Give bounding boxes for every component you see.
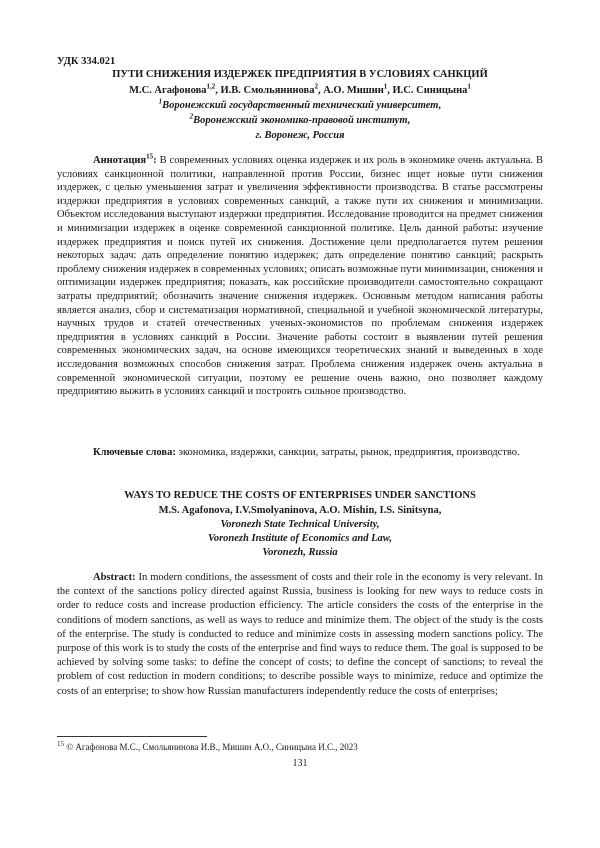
- title-ru: ПУТИ СНИЖЕНИЯ ИЗДЕРЖЕК ПРЕДПРИЯТИЯ В УСЛОВИЯХ САНКЦИЙ: [112, 69, 488, 80]
- abstract-ru: [57, 154, 543, 399]
- footnote-mark: 15: [146, 152, 154, 161]
- affiliation-mark: 1: [158, 97, 163, 106]
- author-affiliation-mark: 1: [383, 82, 388, 91]
- footnote-text: © Агафонова М.С., Смольянинова И.В., Мишин А.О., Синицына И.С., 2023: [64, 742, 358, 752]
- affiliation-ru: [57, 130, 543, 141]
- author-affiliation-mark: 1,2: [206, 82, 216, 91]
- abstract-label: Abstract:: [93, 572, 136, 583]
- affiliation-en: Voronezh Institute of Economics and Law,: [208, 533, 392, 544]
- affiliation-mark: 2: [189, 112, 194, 121]
- affiliation-text: Воронежский экономико-правовой институт,: [193, 115, 411, 126]
- keywords-text: экономика, издержки, санкции, затраты, рынок, предприятия, производство.: [175, 447, 520, 458]
- page-number: 131: [292, 758, 308, 769]
- footnote-mark: 15: [57, 740, 64, 748]
- udc-code: УДК 334.021: [57, 56, 116, 67]
- footnote: [57, 742, 358, 752]
- affiliation-ru: [57, 112, 543, 126]
- author-name: , И.В. Смольянинова: [215, 85, 315, 96]
- author-name: М.С. Агафонова: [129, 85, 207, 96]
- abstract-text: In modern conditions, the assessment of costs and their role in the economy is very relevant. In the context of the sanctions policy directed against Russia, business is looking for new ways to reduce costs in order to reduce costs and increase production efficiency. The article considers the costs of the enterprise in the conditions of modern sanctions, as well as ways to reduce and minimize them. The object of the study is the costs of the enterprise. The study is conducted to reduce and minimize costs in assessing modern sanctions policy. The purpose of this work is to study the costs of the enterprise and find ways to reduce them. The goal is supposed to be achieved by solving some tasks: to define the concept of costs; to define the concept of sanctions; to reveal the problem of cost reduction in modern conditions; to describe possible ways to minimize, reduce and optimize the costs of an enterprise; to show how Russian manufacturers independently reduce the costs of enterprises;: [57, 572, 543, 697]
- title-en: WAYS TO REDUCE THE COSTS OF ENTERPRISES UNDER SANCTIONS: [124, 490, 476, 501]
- affiliation-ru: [57, 97, 543, 111]
- affiliation-en: Voronezh State Technical University,: [220, 519, 380, 530]
- authors-en: M.S. Agafonova, I.V.Smolyaninova, A.O. Mishin, I.S. Sinitsyna,: [158, 505, 442, 516]
- affiliation-en: Voronezh, Russia: [262, 547, 338, 558]
- affiliation-text: г. Воронеж, Россия: [255, 130, 345, 141]
- footnote-divider: [57, 736, 207, 737]
- author-name: , И.С. Синицына: [387, 85, 468, 96]
- abstract-en: [57, 571, 543, 699]
- author-affiliation-mark: 2: [314, 82, 318, 91]
- authors-ru: [57, 82, 543, 96]
- abstract-text: В современных условиях оценка издержек и их роль в экономике очень актуальна. В условиях санкционной политики, направленной против России, бизнес ищет новые пути снижения издержек, с целью уменьшения затрат и увеличения эффективности производства. В статье рассмотрены издержки предприятия в условиях современных санкций, а также пути их снижения и минимизации. Объектом исследования выступают издержки предприятия. Исследование проводится на предмет снижения и минимизации издержек в оценке современной санкционной политике. Цель данной работы: изучение издержек предприятия и поиск путей их снижения. Достижение цели предполагается путем решения некоторых задач: дать определение понятию издержек; дать определение понятию санкций; раскрыть проблему снижения издержек в современных условиях; описать возможные пути минимизации, снижения и оптимизации издержек предприятия; показать, как российские производители самостоятельно сокращают затраты предприятий; обозначить значение снижения издержек. Основным методом написания работы является анализ, сбор и систематизация нормативной, специальной и учебной экономической литературы, научных трудов и статей отечественных ученых-экономистов по проблемам снижения издержек предприятия в условиях санкций в России. Значение работы состоит в выявлении путей решения современных экономических задач, на основе имеющихся теоретических знаний и выведенных в ходе исследования возможных способов снижения затрат. Проблема снижения издержек очень актуальна в современной экономической ситуации, поэтому ее решение очень важно, оно позволяет каждому предприятию выжить в условиях санкций и построить сильное производство.: [57, 155, 543, 398]
- author-name: , А.О. Мишин: [317, 85, 384, 96]
- abstract-colon: :: [153, 155, 157, 166]
- author-affiliation-mark: 1: [467, 82, 471, 91]
- affiliation-text: Воронежский государственный технический университет,: [162, 100, 442, 111]
- abstract-label: Аннотация: [93, 155, 147, 166]
- keywords-ru: [57, 446, 543, 460]
- keywords-label: Ключевые слова:: [93, 447, 176, 458]
